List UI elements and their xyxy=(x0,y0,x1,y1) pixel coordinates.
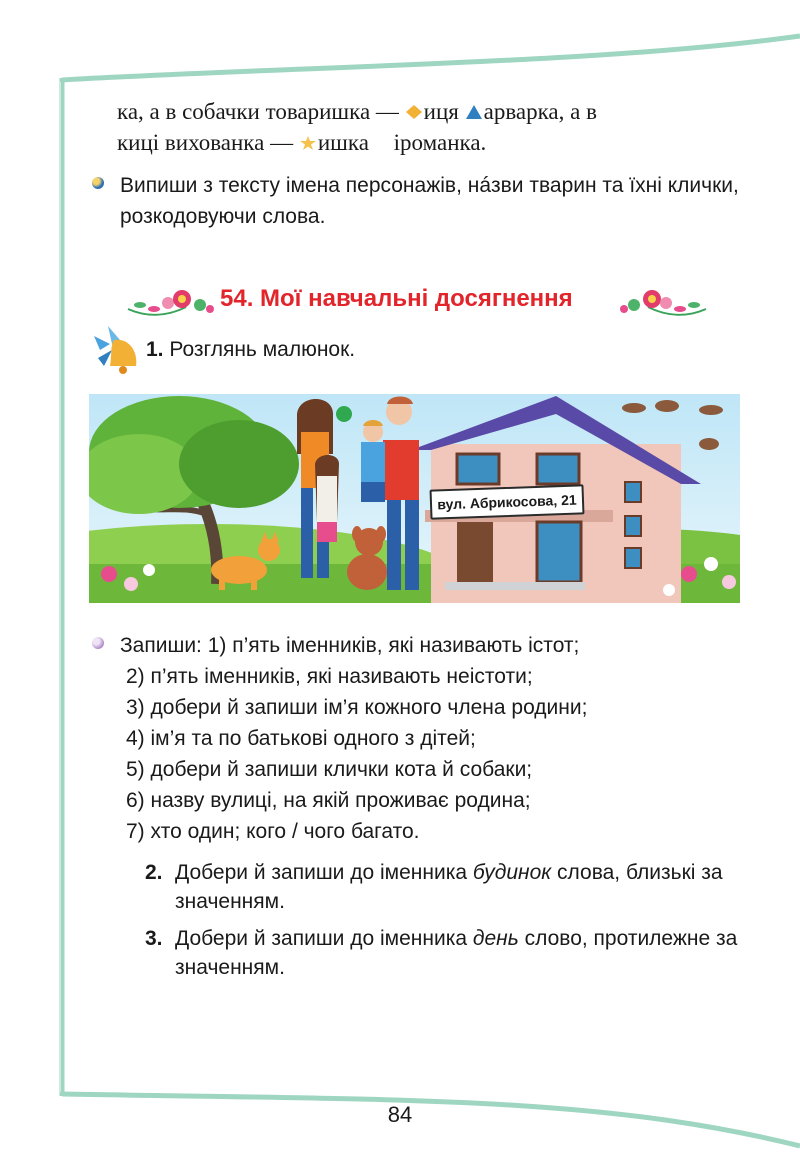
task-number: 2. xyxy=(145,861,163,884)
family-house-illustration xyxy=(89,394,740,603)
diamond-icon xyxy=(405,104,423,120)
intro-text: іроманка. xyxy=(393,130,487,155)
task-instruction: Розглянь малюнок. xyxy=(169,338,356,361)
task-3-text xyxy=(175,924,750,982)
list-item: 3) добери й запиши ім’я кожного члена родини; xyxy=(126,696,588,719)
floral-ornament-left-icon xyxy=(126,287,216,319)
task-3 xyxy=(145,924,750,982)
list-item: 6) назву вулиці, на якій проживає родина; xyxy=(126,789,531,812)
intro-text: иця xyxy=(423,99,465,124)
task-text: Добери й запиши до іменника xyxy=(175,861,473,884)
intro-text: ка, а в собачки товаришка — xyxy=(117,99,405,124)
task-number: 1. xyxy=(146,338,164,361)
intro-paragraph xyxy=(117,96,743,158)
list-item: 4) ім’я та по батькові одного з дітей; xyxy=(126,727,476,750)
task-text: Добери й запиши до іменника xyxy=(175,927,473,950)
exercise-bullet xyxy=(92,170,752,232)
page-number: 84 xyxy=(387,1102,413,1127)
task-keyword: будинок xyxy=(472,861,552,884)
crescent-icon xyxy=(375,135,393,151)
triangle-icon xyxy=(465,104,483,120)
task-text: слово, протилежне за значенням. xyxy=(175,927,738,979)
list-item: 2) п’ять іменників, які називають неістоти; xyxy=(126,665,533,688)
task-text: слова, близькі за значенням. xyxy=(175,861,723,913)
task-keyword: день xyxy=(472,927,519,950)
intro-text: киці вихованка — xyxy=(117,130,299,155)
floral-ornament-right-icon xyxy=(618,287,708,319)
street-sign: вул. Абрикосова, 21 xyxy=(430,484,585,519)
task-2-text xyxy=(175,858,750,916)
task-1-text xyxy=(146,338,355,362)
write-list xyxy=(92,630,752,847)
lesson-title: 54. Мої навчальні досягнення xyxy=(220,285,573,312)
list-item: 5) добери й запиши клички кота й собаки; xyxy=(126,758,533,781)
task-number: 3. xyxy=(145,927,163,950)
intro-text: арварка, а в xyxy=(483,99,597,124)
task-2 xyxy=(145,858,750,916)
list-intro: Запиши: 1) п’ять іменників, які називають істот; xyxy=(120,634,580,657)
lesson-header xyxy=(120,283,700,321)
list-item: 7) хто один; кого / чого багато. xyxy=(126,820,420,843)
exercise-text: Випиши з тексту імена персонажів, нáзви тварин та їхні клички, розкодовуючи слова. xyxy=(120,174,739,228)
bell-icon xyxy=(90,322,144,376)
star-icon xyxy=(299,135,317,151)
intro-text: ишка xyxy=(317,130,375,155)
bullet-icon xyxy=(92,637,104,649)
task-1 xyxy=(90,322,390,376)
bullet-icon xyxy=(92,177,104,189)
